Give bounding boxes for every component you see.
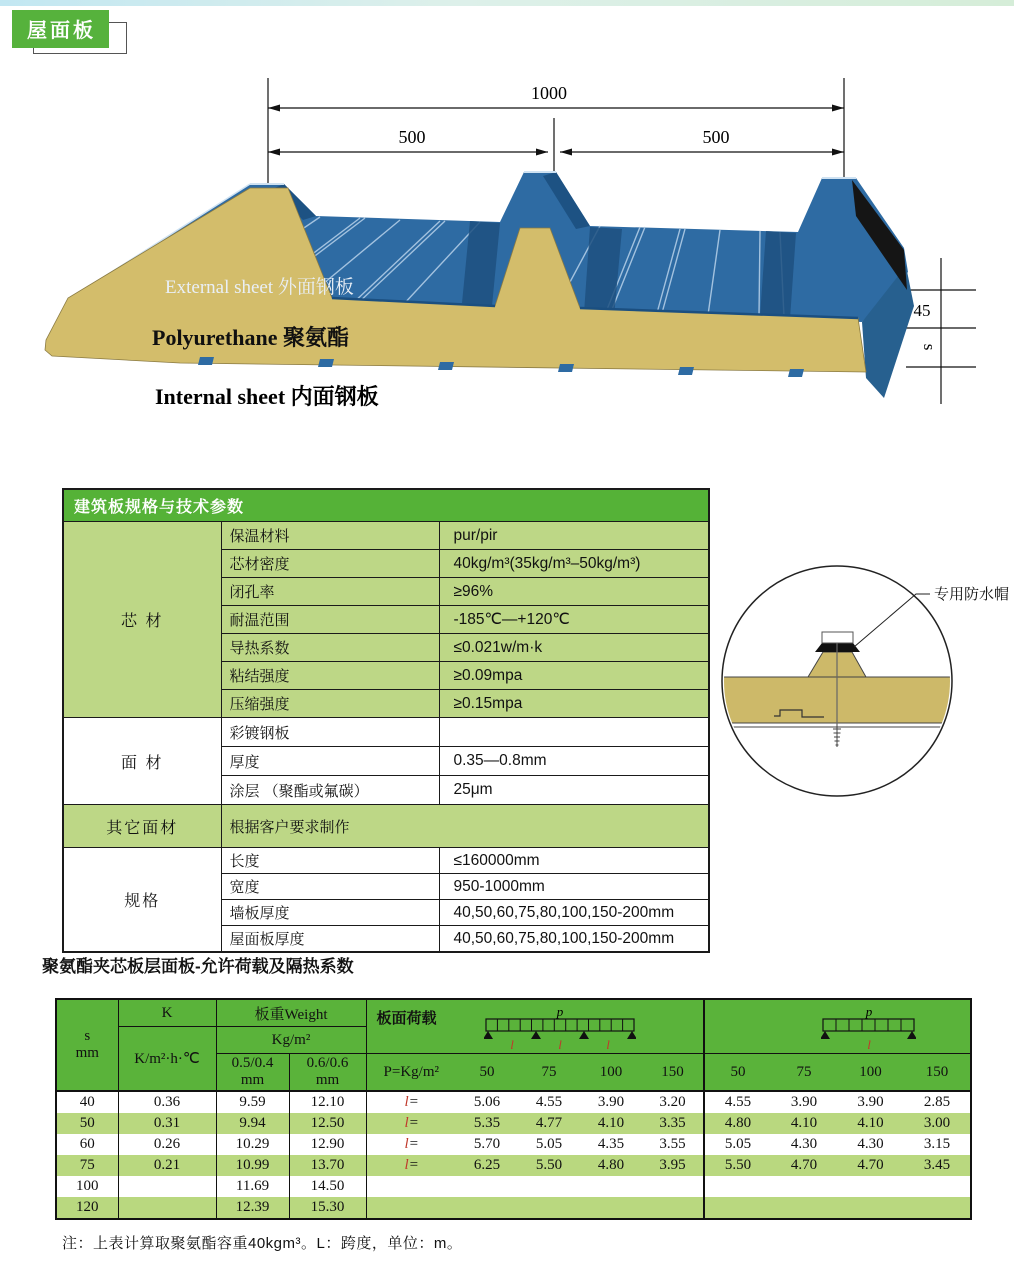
spec-value: ≤160000mm [439, 848, 709, 874]
dim-rib-height: 45 [913, 301, 931, 320]
waterproof-cap-label: 专用防水帽 [934, 586, 1010, 603]
col-header-span: 75 [771, 1054, 837, 1092]
cell: 5.35 [456, 1113, 518, 1134]
spec-label: 耐温范围 [221, 606, 439, 634]
spec-label: 厚度 [221, 747, 439, 776]
cell: l= [366, 1155, 456, 1176]
col-header-w1: 0.5/0.4 mm [216, 1054, 289, 1092]
spec-label: 墙板厚度 [221, 900, 439, 926]
cell: 5.50 [518, 1155, 580, 1176]
cell: 0.26 [118, 1134, 216, 1155]
spec-value [439, 718, 709, 747]
col-header-s: s mm [56, 999, 118, 1091]
cell: 0.21 [118, 1155, 216, 1176]
spec-label: 闭孔率 [221, 578, 439, 606]
spec-label: 粘结强度 [221, 662, 439, 690]
cell [704, 1197, 771, 1219]
cell: 3.15 [923, 1136, 951, 1152]
cell [456, 1197, 518, 1219]
cell: 5.70 [473, 1136, 501, 1152]
spec-label: 长度 [221, 848, 439, 874]
cell [642, 1197, 704, 1219]
cell: 5.06 [473, 1094, 501, 1110]
cell: 13.70 [289, 1155, 366, 1176]
cell [118, 1197, 216, 1219]
cell [366, 1197, 456, 1219]
cell: 4.10 [837, 1113, 904, 1134]
col-header-weight-unit: Kg/m² [216, 1027, 366, 1054]
cell: 3.20 [659, 1094, 686, 1110]
spec-value: 25μm [439, 776, 709, 805]
cell: 4.35 [597, 1136, 625, 1152]
spec-value: ≥0.09mpa [439, 662, 709, 690]
cell: 2.85 [923, 1094, 951, 1110]
svg-text:p: p [556, 1005, 563, 1019]
spec-value: 950-1000mm [439, 874, 709, 900]
cell: 10.99 [216, 1155, 289, 1176]
dim-right: 500 [702, 127, 730, 147]
surface-load-label: 板面荷载 [376, 1010, 437, 1027]
spec-row [63, 718, 709, 747]
load-row [56, 1134, 971, 1155]
col-header-k: K [118, 999, 216, 1027]
spec-label: 芯材密度 [221, 550, 439, 578]
spec-row [63, 522, 709, 550]
spec-label: 屋面板厚度 [221, 926, 439, 953]
cell: 50 [56, 1113, 118, 1134]
cell: 10.29 [216, 1134, 289, 1155]
cell: 0.36 [118, 1091, 216, 1113]
cell: 3.90 [790, 1094, 818, 1110]
cell: 5.05 [535, 1136, 563, 1152]
cell: 40 [56, 1091, 118, 1113]
spec-row [63, 805, 709, 848]
svg-text:l: l [557, 1037, 562, 1051]
spec-value: ≥96% [439, 578, 709, 606]
cell: 11.69 [216, 1176, 289, 1197]
cell: 3.00 [904, 1113, 971, 1134]
dimension-arrowheads [268, 105, 844, 156]
svg-text:l: l [867, 1037, 871, 1051]
cell: 3.90 [597, 1094, 625, 1110]
load-table-title: 聚氨酯夹芯板层面板-允许荷载及隔热系数 [42, 957, 354, 976]
cell [642, 1176, 704, 1197]
cell: 5.50 [704, 1155, 771, 1176]
spec-header-row [63, 489, 709, 522]
cell: 4.77 [518, 1113, 580, 1134]
load-row [56, 1091, 971, 1113]
cell: 3.45 [904, 1155, 971, 1176]
cell [837, 1176, 904, 1197]
load-row [56, 1155, 971, 1176]
load-table [55, 998, 972, 1220]
cell [771, 1197, 837, 1219]
spec-value: pur/pir [439, 522, 709, 550]
cell [580, 1176, 642, 1197]
cell: 12.39 [216, 1197, 289, 1219]
cell: 3.55 [659, 1136, 686, 1152]
col-header-span: 100 [580, 1054, 642, 1092]
spec-label: 保温材料 [221, 522, 439, 550]
svg-text:l: l [605, 1037, 610, 1051]
spec-label: 压缩强度 [221, 690, 439, 718]
cell: 4.30 [790, 1136, 818, 1152]
load-row [56, 1113, 971, 1134]
cell: 4.80 [580, 1155, 642, 1176]
spec-value: -185℃—+120℃ [439, 606, 709, 634]
col-header-p: P=Kg/m² [366, 1054, 456, 1092]
load-row [56, 1197, 971, 1219]
internal-sheet-label: Internal sheet 内面钢板 [155, 384, 379, 409]
load-row [56, 1176, 971, 1197]
section-label: 其它面材 [63, 805, 221, 848]
cell: 5.05 [704, 1134, 771, 1155]
cell: l= [366, 1113, 456, 1134]
col-header-span: 100 [837, 1054, 904, 1092]
load-header-multi [366, 999, 704, 1054]
col-header-span: 50 [456, 1054, 518, 1092]
cell: 3.95 [642, 1155, 704, 1176]
spec-value: 0.35—0.8mm [439, 747, 709, 776]
cell [118, 1176, 216, 1197]
cell: 14.50 [289, 1176, 366, 1197]
cell [518, 1176, 580, 1197]
cell: l= [404, 1136, 419, 1152]
spec-label: 宽度 [221, 874, 439, 900]
cell: 120 [56, 1197, 118, 1219]
spec-label: 导热系数 [221, 634, 439, 662]
col-header-span: 75 [518, 1054, 580, 1092]
spec-value: 40,50,60,75,80,100,150-200mm [439, 926, 709, 953]
dim-left: 500 [398, 127, 426, 147]
spec-value: ≥0.15mpa [439, 690, 709, 718]
footnote: 注：上表计算取聚氨酯容重40kgm³。L：跨度，单位：m。 [62, 1235, 463, 1252]
spec-table [62, 488, 710, 953]
col-header-span: 150 [904, 1054, 971, 1092]
cell: 4.55 [535, 1094, 563, 1110]
cell [837, 1197, 904, 1219]
dim-total: 1000 [531, 83, 567, 103]
dim-thickness: s [920, 343, 939, 351]
spec-table-title: 建筑板规格与技术参数 [63, 489, 709, 522]
external-sheet-label: External sheet 外面钢板 [165, 277, 354, 298]
cell: 4.10 [771, 1113, 837, 1134]
cell [366, 1176, 456, 1197]
cell [518, 1197, 580, 1219]
svg-text:l: l [509, 1037, 514, 1051]
cell: 100 [56, 1176, 118, 1197]
cell [456, 1176, 518, 1197]
cell [904, 1197, 971, 1219]
cell: 12.50 [289, 1113, 366, 1134]
svg-text:p: p [865, 1005, 873, 1019]
cell: 9.94 [216, 1113, 289, 1134]
spec-label: 涂层 （聚酯或氟碳） [221, 776, 439, 805]
cell: 3.35 [642, 1113, 704, 1134]
cell: 6.25 [456, 1155, 518, 1176]
cell: 75 [56, 1155, 118, 1176]
col-header-span: 50 [704, 1054, 771, 1092]
cell: 4.80 [704, 1113, 771, 1134]
cell [704, 1176, 771, 1197]
spec-value: 40kg/m³(35kg/m³–50kg/m³) [439, 550, 709, 578]
section-label: 芯 材 [63, 522, 221, 718]
cell: l= [404, 1094, 419, 1110]
cell [771, 1176, 837, 1197]
cell: 4.55 [704, 1091, 771, 1113]
cell: 4.70 [837, 1155, 904, 1176]
load-header-single [704, 999, 971, 1054]
joint-detail-diagram [700, 540, 1014, 820]
spec-value: ≤0.021w/m·k [439, 634, 709, 662]
cell: 4.10 [580, 1113, 642, 1134]
section-label: 面 材 [63, 718, 221, 805]
cell: 60 [56, 1134, 118, 1155]
col-header-weight: 板重Weight [216, 999, 366, 1027]
col-header-k-unit: K/m²·h·℃ [118, 1027, 216, 1092]
cell [580, 1197, 642, 1219]
cell: 3.90 [857, 1094, 884, 1110]
cell: 15.30 [289, 1197, 366, 1219]
multi-span-beam-icon [484, 1005, 636, 1051]
spec-value: 40,50,60,75,80,100,150-200mm [439, 900, 709, 926]
single-span-beam-icon [821, 1005, 916, 1051]
core-label: Polyurethane 聚氨酯 [152, 325, 349, 350]
cell: 4.30 [857, 1136, 884, 1152]
spec-value: 根据客户要求制作 [221, 805, 709, 848]
section-label: 规格 [63, 848, 221, 953]
page-title-badge: 屋面板 [12, 10, 109, 48]
col-header-span: 150 [642, 1054, 704, 1092]
cell: 12.10 [289, 1091, 366, 1113]
col-header-w2: 0.6/0.6 mm [289, 1054, 366, 1092]
cell: 0.31 [118, 1113, 216, 1134]
cell: 9.59 [216, 1091, 289, 1113]
spec-row [63, 848, 709, 874]
cell [904, 1176, 971, 1197]
spec-label: 彩镀钢板 [221, 718, 439, 747]
cell: 4.70 [771, 1155, 837, 1176]
panel-illustration [0, 0, 1014, 470]
cell: 12.90 [289, 1134, 366, 1155]
